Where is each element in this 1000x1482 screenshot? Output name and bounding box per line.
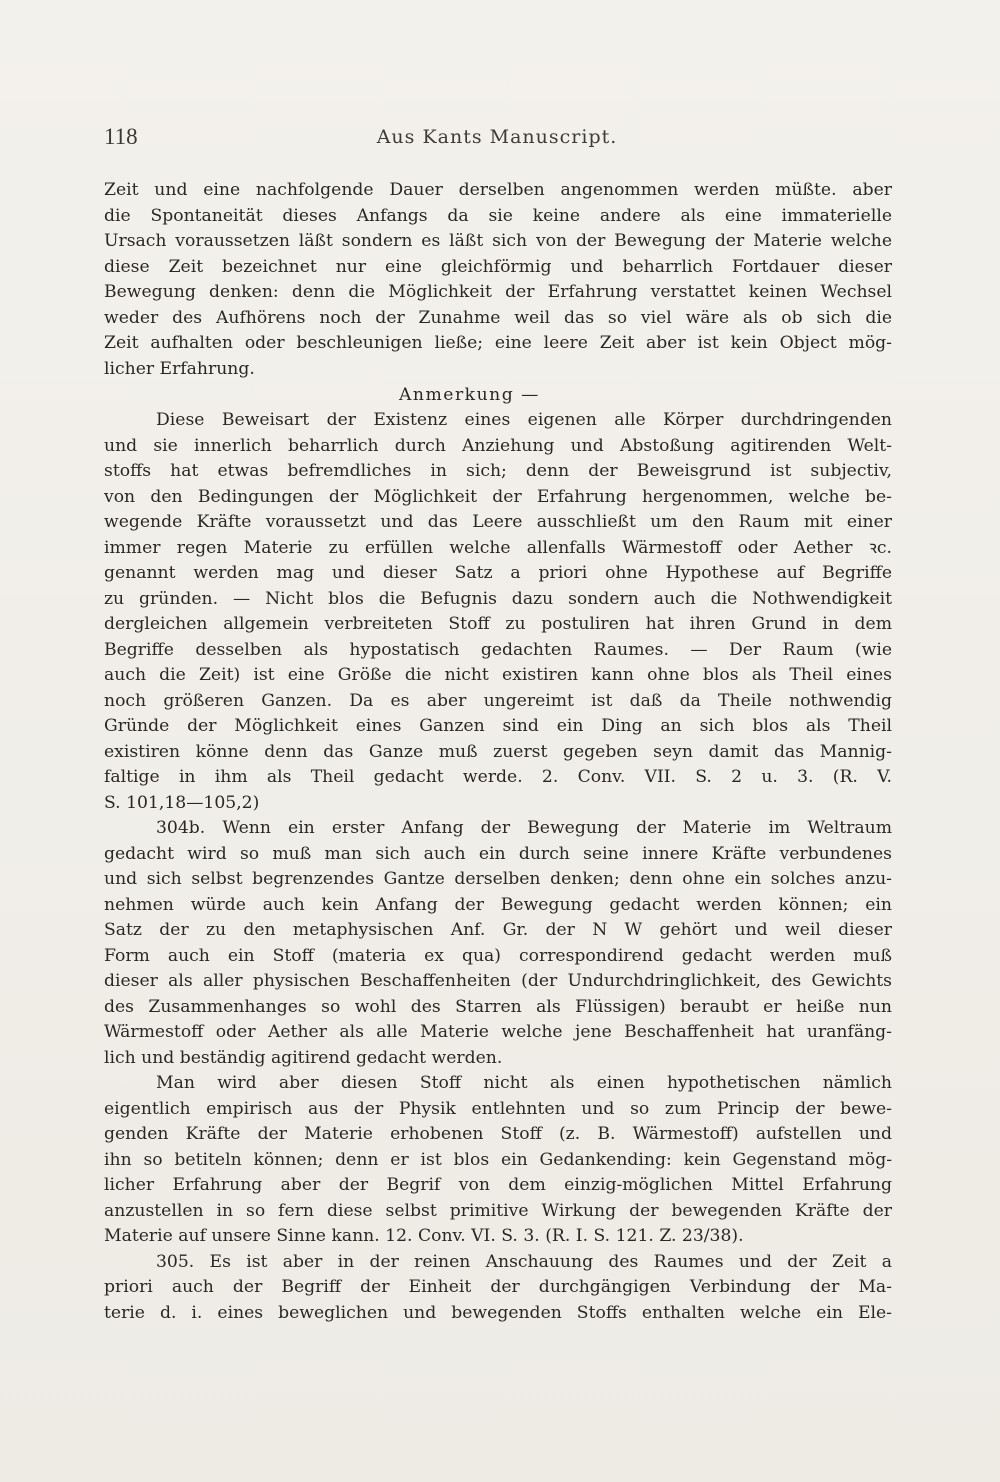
text-line: weder des Aufhörens noch der Zunahme weil das so viel wäre als ob sich die — [104, 307, 892, 328]
text-line: dergleichen allgemein verbreiteten Stoff zu postuliren hat ihren Grund in dem — [104, 614, 892, 634]
text-line: Zeit und eine nachfolgende Dauer derselben angenommen werden müßte. aber — [104, 180, 892, 200]
text-line: zu gründen. — Nicht blos die Befugnis dazu sondern auch die Nothwendigkeit — [104, 588, 892, 609]
text-line: Diese Beweisart der Existenz eines eigenen alle Körper durchdringenden — [156, 410, 892, 430]
text-line: des Zusammenhanges so wohl des Starren als Flüssigen) beraubt er heiße nun — [104, 996, 892, 1017]
text-line: anzustellen in so fern diese selbst primitive Wirkung der bewegenden Kräfte der — [104, 1200, 892, 1221]
text-line: wegende Kräfte voraussetzt und das Leere ausschließt um den Raum mit einer — [104, 512, 892, 532]
text-line: lich und beständig agitirend gedacht werden. — [104, 1047, 503, 1068]
text-line: Bewegung denken: denn die Möglichkeit der Erfahrung verstattet keinen Wechsel — [104, 282, 892, 302]
page-number: 118 — [104, 124, 138, 149]
text-line: gedacht wird so muß man sich auch ein durch seine innere Kräfte verbundenes — [104, 843, 892, 864]
text-line: diese Zeit bezeichnet nur eine gleichförmig und beharrlich Fortdauer dieser — [104, 256, 892, 277]
text-line: dieser als aller physischen Beschaffenheiten (der Undurchdringlichkeit, des Gewichts — [104, 971, 892, 991]
section-heading: Anmerkung — — [399, 385, 540, 405]
text-line: von den Bedingungen der Möglichkeit der Erfahrung hergenommen, welche be- — [104, 486, 892, 507]
text-line: 304b. Wenn ein erster Anfang der Bewegung der Materie im Weltraum — [156, 818, 892, 838]
text-line: 305. Es ist aber in der reinen Anschauung des Raumes und der Zeit a — [156, 1251, 892, 1272]
text-line: Gründe der Möglichkeit eines Ganzen sind ein Ding an sich blos als Theil — [104, 716, 892, 736]
text-line: Zeit aufhalten oder beschleunigen ließe; eine leere Zeit aber ist kein Object mög- — [104, 333, 892, 353]
text-line: Satz der zu den metaphysischen Anf. Gr. der N W gehört und weil dieser — [104, 920, 892, 940]
text-line: auch die Zeit) ist eine Größe die nicht existiren kann ohne blos als Theil eines — [104, 665, 892, 685]
text-line: licher Erfahrung aber der Begrif von dem einzig-möglichen Mittel Erfahrung — [104, 1175, 892, 1195]
text-line: und sie innerlich beharrlich durch Anziehung und Abstoßung agitirenden Welt- — [104, 435, 892, 456]
text-line: ihn so betiteln können; denn er ist blos ein Gedankending: kein Gegenstand mög- — [104, 1149, 892, 1170]
text-line: Form auch ein Stoff (materia ex qua) correspondirend gedacht werden muß — [104, 945, 892, 966]
text-line: eigentlich empirisch aus der Physik entlehnten und so zum Princip der bewe- — [104, 1098, 892, 1119]
text-line: Ursach voraussetzen läßt sondern es läßt sich von der Bewegung der Materie welche — [104, 231, 892, 251]
text-line: Wärmestoff oder Aether als alle Materie welche jene Beschaffenheit hat uranfäng- — [104, 1022, 892, 1042]
text-line: S. 101,18—105,2) — [104, 792, 260, 813]
text-line: genannt werden mag und dieser Satz a priori ohne Hypothese auf Begriffe — [104, 563, 892, 583]
text-line: nehmen würde auch kein Anfang der Bewegung gedacht werden können; ein — [104, 894, 892, 915]
text-line: genden Kräfte der Materie erhobenen Stoff (z. B. Wärmestoff) aufstellen und — [104, 1124, 892, 1144]
text-line: noch größeren Ganzen. Da es aber ungereimt ist daß da Theile nothwendig — [104, 690, 892, 711]
text-line: faltige in ihm als Theil gedacht werde. 2. Conv. VII. S. 2 u. 3. (R. V. — [104, 767, 892, 787]
running-title: Aus Kants Manuscript. — [376, 126, 618, 148]
text-line: licher Erfahrung. — [104, 358, 255, 379]
text-line: immer regen Materie zu erfüllen welche allenfalls Wärmestoff oder Aether ꝛc. — [104, 537, 892, 558]
text-line: Materie auf unsere Sinne kann. 12. Conv. VI. S. 3. (R. I. S. 121. Z. 23/38). — [104, 1226, 744, 1246]
text-line: Man wird aber diesen Stoff nicht als einen hypothetischen nämlich — [156, 1073, 892, 1093]
text-line: stoffs hat etwas befremdliches in sich; denn der Beweisgrund ist subjectiv, — [104, 461, 892, 481]
text-line: priori auch der Begriff der Einheit der durchgängigen Verbindung der Ma- — [104, 1277, 892, 1297]
page-header — [104, 124, 890, 154]
text-line: terie d. i. eines beweglichen und bewegenden Stoffs enthalten welche ein Ele- — [104, 1302, 892, 1323]
text-line: die Spontaneität dieses Anfangs da sie keine andere als eine immaterielle — [104, 205, 892, 226]
text-line: Begriffe desselben als hypostatisch gedachten Raumes. — Der Raum (wie — [104, 639, 892, 660]
body-text — [104, 178, 892, 1326]
text-line: und sich selbst begrenzendes Gantze derselben denken; denn ohne ein solches anzu- — [104, 869, 892, 889]
text-line: existiren könne denn das Ganze muß zuerst gegeben seyn damit das Mannig- — [104, 741, 892, 762]
